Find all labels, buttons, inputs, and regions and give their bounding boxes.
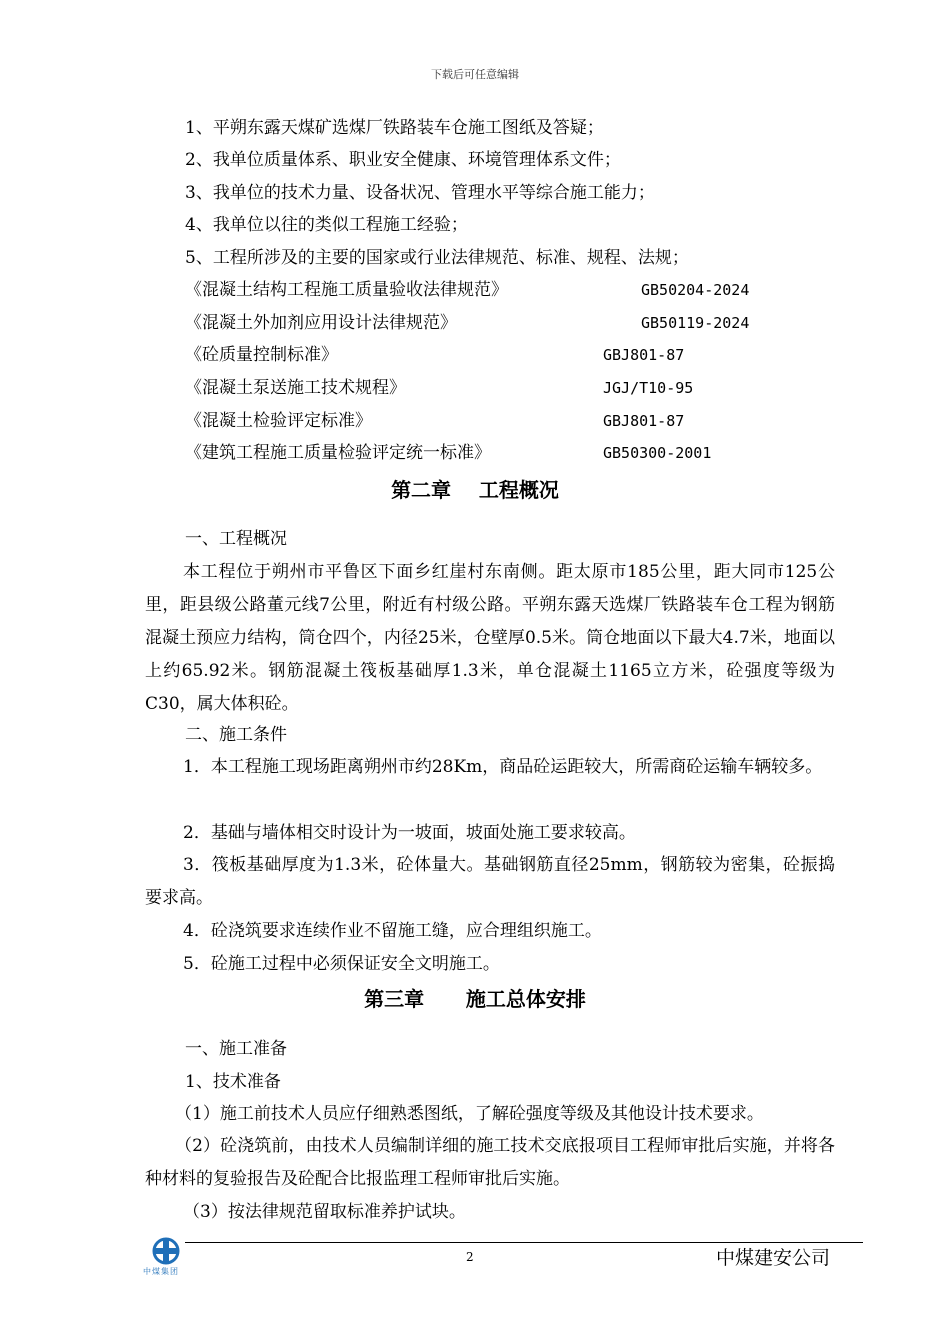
tech-prep-item-3: （3）按法律规范留取标准养护试块。	[183, 1202, 466, 1222]
chapter-2-section-1-heading: 一、工程概况	[185, 529, 287, 549]
standard-name: 《砼质量控制标准》	[185, 345, 338, 365]
tech-prep-item-2: （2）砼浇筑前，由技术人员编制详细的施工技术交底报项目工程师审批后实施，并将各种材料的复验报告及砼配合比报监理工程师审批后实施。	[145, 1136, 835, 1189]
footer-company-name: 中煤建安公司	[716, 1247, 831, 1269]
tech-prep-item-1: （1）施工前技术人员应仔细熟悉图纸，了解砼强度等级及其他设计技术要求。	[175, 1104, 764, 1124]
condition-item-1: 1．本工程施工现场距离朔州市约28Km，商品砼运距较大，所需商砼运输车辆较多。	[183, 757, 823, 777]
page-header-note: 下载后可任意编辑	[431, 68, 519, 81]
standard-name: 《建筑工程施工质量检验评定统一标准》	[185, 443, 491, 463]
chapter-2-title: 第二章 工程概况	[391, 478, 559, 502]
chapter-2-section-2-heading: 二、施工条件	[185, 725, 287, 745]
standard-code: GB50204-2024	[641, 281, 750, 299]
basis-item-1: 1、平朔东露天煤矿选煤厂铁路装车仓施工图纸及答疑；	[185, 118, 604, 138]
basis-item-5: 5、工程所涉及的主要的国家或行业法律规范、标准、规程、法规；	[185, 248, 689, 268]
company-logo-text: 中煤集团	[143, 1267, 179, 1276]
standard-code: GBJ801-87	[603, 412, 685, 430]
standard-name: 《混凝土外加剂应用设计法律规范》	[185, 313, 457, 333]
basis-item-2: 2、我单位质量体系、职业安全健康、环境管理体系文件；	[185, 150, 621, 170]
chapter-3-section-1-heading: 一、施工准备	[185, 1039, 287, 1059]
standard-code: JGJ/T10-95	[603, 379, 694, 397]
standard-name: 《混凝土结构工程施工质量验收法律规范》	[185, 280, 508, 300]
page-number: 2	[466, 1250, 474, 1264]
standard-name: 《混凝土检验评定标准》	[185, 411, 372, 431]
standard-code: GBJ801-87	[603, 346, 685, 364]
condition-item-5: 5．砼施工过程中必须保证安全文明施工。	[183, 954, 500, 974]
condition-item-4: 4．砼浇筑要求连续作业不留施工缝，应合理组织施工。	[183, 921, 602, 941]
standard-code: GB50119-2024	[641, 314, 750, 332]
condition-item-2: 2．基础与墙体相交时设计为一坡面，坡面处施工要求较高。	[183, 823, 636, 843]
basis-item-3: 3、我单位的技术力量、设备状况、管理水平等综合施工能力；	[185, 183, 655, 203]
condition-item-3: 3．筏板基础厚度为1.3米，砼体量大。基础钢筋直径25mm，钢筋较为密集，砼振捣要求高。	[145, 855, 835, 908]
chapter-3-subsection-1-heading: 1、技术准备	[185, 1072, 281, 1092]
standard-code: GB50300-2001	[603, 444, 712, 462]
chapter-2-overview-paragraph: 本工程位于朔州市平鲁区下面乡红崖村东南侧。距太原市185公里，距大同市125公里，距县级公路董元线7公里，附近有村级公路。平朔东露天选煤厂铁路装车仓工程为钢筋混凝土预应力结构，筒仓四个，内径25米，仓壁厚0.5米。筒仓地面以下最大4.7米，地面以上约65.92米。钢筋混凝土筏板基础厚1.3米，单仓混凝土1165立方米，砼强度等级为C30，属大体积砼。	[145, 562, 835, 714]
basis-item-4: 4、我单位以往的类似工程施工经验；	[185, 215, 468, 235]
chapter-3-title: 第三章 施工总体安排	[364, 987, 586, 1011]
standard-name: 《混凝土泵送施工技术规程》	[185, 378, 406, 398]
